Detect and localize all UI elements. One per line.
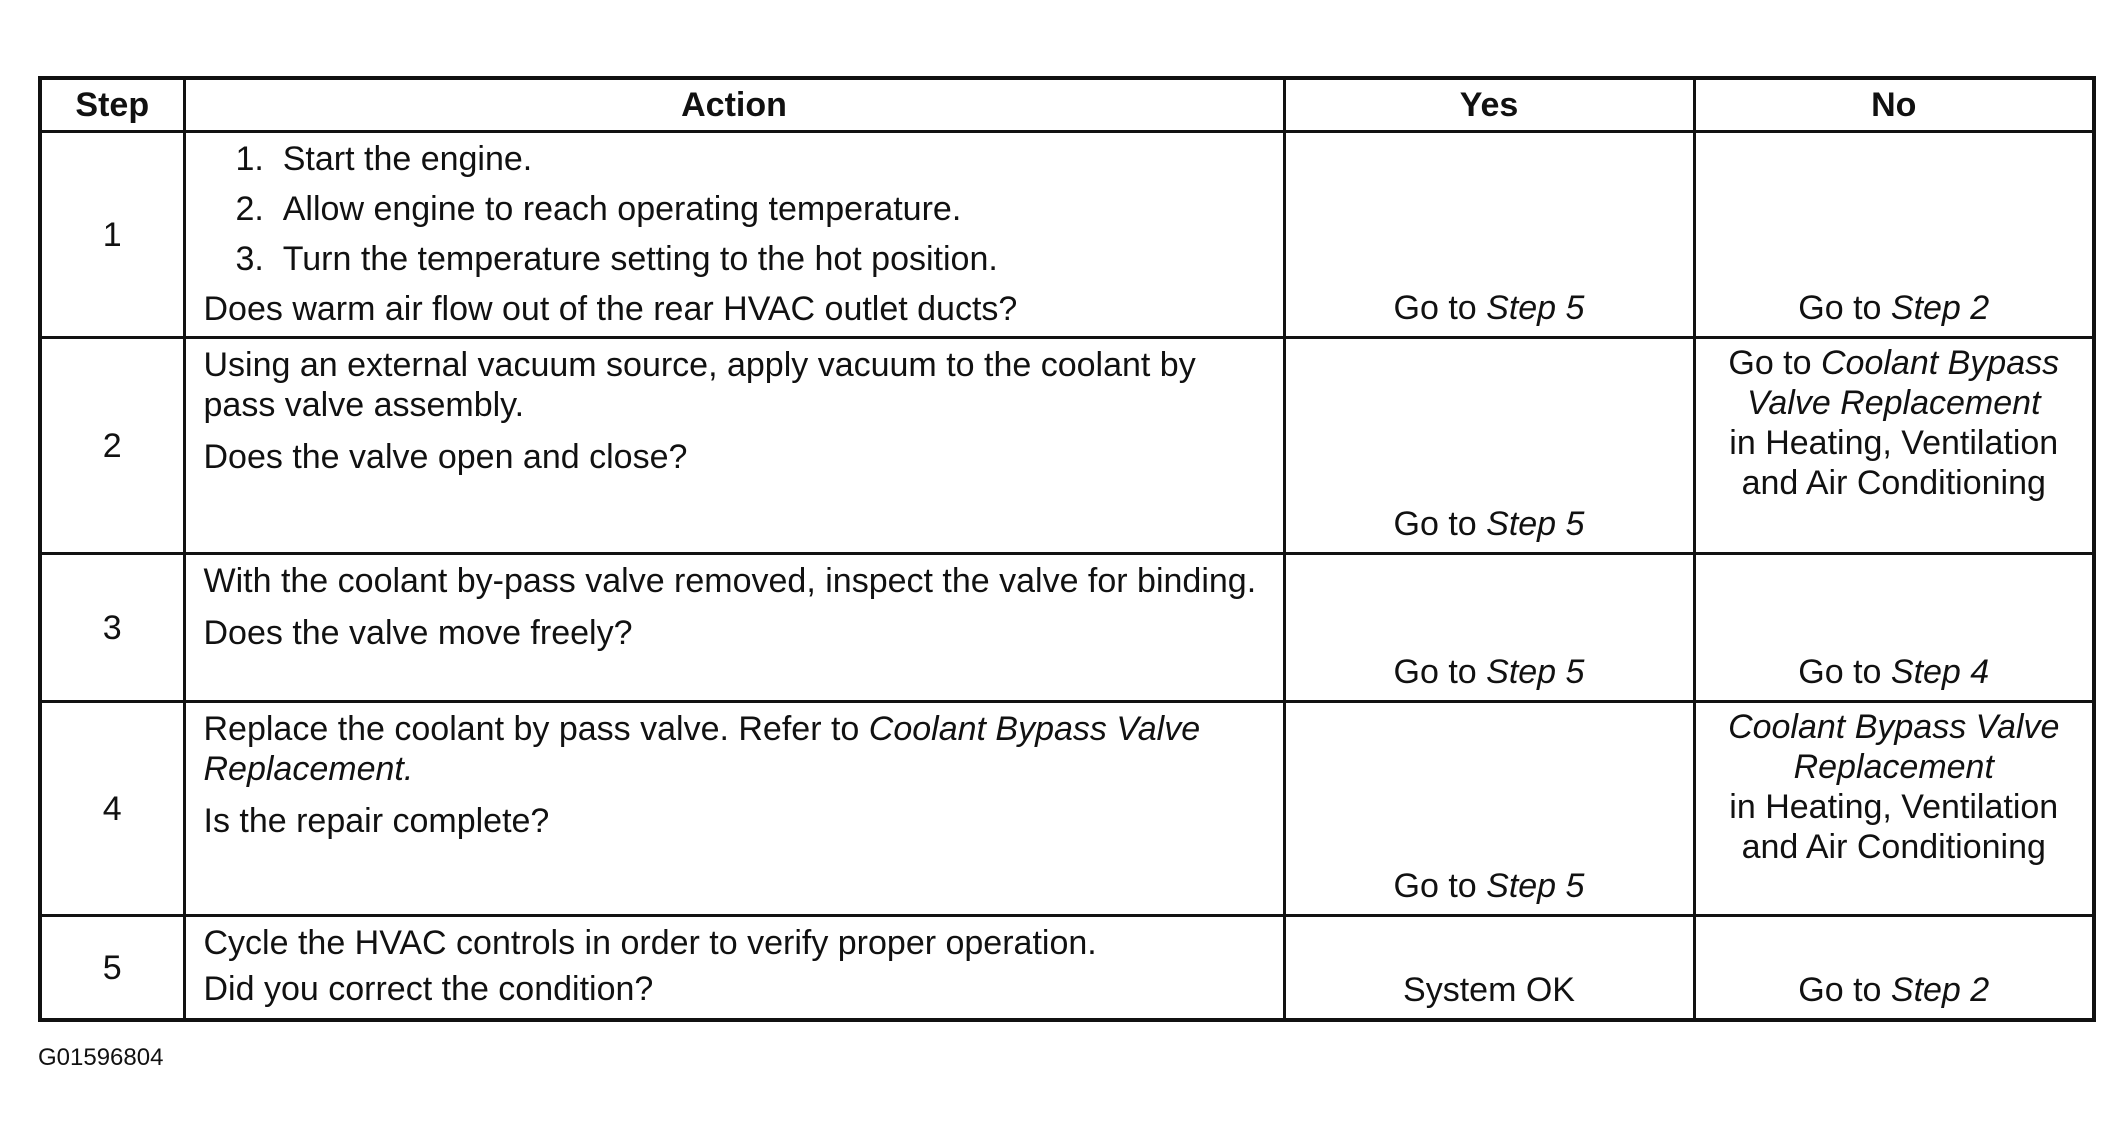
step-number: 4 xyxy=(40,702,184,916)
action-list-item: 2. Allow engine to reach operating temperature. xyxy=(235,190,962,228)
action-question: Does warm air flow out of the rear HVAC outlet ducts? xyxy=(203,290,1018,328)
no-cell xyxy=(1694,702,2094,916)
yes-prefix: Go to xyxy=(1393,653,1487,692)
action-text: Cycle the HVAC controls in order to verify proper operation. xyxy=(203,924,1097,963)
action-list-item: 1. Start the engine. xyxy=(235,140,533,178)
no-prefix: Go to xyxy=(1798,289,1891,328)
action-question: Did you correct the condition? xyxy=(203,970,654,1009)
table-row xyxy=(40,702,2094,916)
action-text xyxy=(204,709,1273,789)
no-procedure-link[interactable]: Coolant Bypass Valve Replacement xyxy=(1728,708,2060,787)
table-row xyxy=(40,132,2094,338)
header-yes: Yes xyxy=(1284,78,1694,132)
no-cell xyxy=(1694,554,2094,702)
no-cell xyxy=(1694,916,2094,1020)
yes-cell xyxy=(1284,554,1694,702)
no-cell xyxy=(1694,132,2094,338)
step-number: 2 xyxy=(40,338,184,554)
action-list xyxy=(204,139,1273,279)
no-prefix: Go to xyxy=(1728,344,1821,383)
yes-step-link[interactable]: Step 5 xyxy=(1486,867,1585,906)
yes-cell xyxy=(1284,916,1694,1020)
yes-step-link[interactable]: Step 5 xyxy=(1486,505,1585,544)
yes-step-link[interactable]: Step 5 xyxy=(1486,653,1585,692)
header-row xyxy=(40,78,2094,132)
step-number: 5 xyxy=(40,916,184,1020)
action-cell xyxy=(184,916,1284,1020)
action-cell xyxy=(184,702,1284,916)
table-row xyxy=(40,554,2094,702)
action-cell xyxy=(184,338,1284,554)
yes-prefix: Go to xyxy=(1393,867,1487,906)
action-question: Does the valve open and close? xyxy=(203,438,688,477)
header-action: Action xyxy=(184,78,1284,132)
step-number: 1 xyxy=(40,132,184,338)
table-row xyxy=(40,338,2094,554)
yes-cell xyxy=(1284,702,1694,916)
yes-text: System OK xyxy=(1403,971,1575,1009)
no-prefix: Go to xyxy=(1798,653,1891,692)
step-number: 3 xyxy=(40,554,184,702)
yes-step-link[interactable]: Step 5 xyxy=(1486,289,1585,328)
no-suffix: in Heating, Ventilation and Air Conditioning xyxy=(1729,424,2059,503)
no-step-link[interactable]: Step 2 xyxy=(1890,289,1990,328)
action-procedure-link[interactable]: Coolant Bypass Valve Replacement. xyxy=(203,710,1201,789)
no-step-link[interactable]: Step 4 xyxy=(1890,653,1990,692)
action-text: With the coolant by-pass valve removed, inspect the valve for binding. xyxy=(203,562,1257,601)
no-suffix: in Heating, Ventilation and Air Conditioning xyxy=(1729,788,2059,867)
action-cell xyxy=(184,554,1284,702)
figure-id: G01596804 xyxy=(38,1044,164,1071)
no-procedure-link[interactable]: Coolant Bypass Valve Replacement xyxy=(1746,344,2060,423)
action-list-item: 3. Turn the temperature setting to the hot position. xyxy=(235,240,998,278)
no-cell xyxy=(1694,338,2094,554)
header-step: Step xyxy=(40,78,184,132)
diagnostic-table xyxy=(38,76,2096,1022)
action-question: Is the repair complete? xyxy=(203,802,550,841)
yes-prefix: Go to xyxy=(1393,289,1487,328)
yes-cell xyxy=(1284,132,1694,338)
action-text-plain: Replace the coolant by pass valve. Refer to xyxy=(203,710,869,749)
action-cell xyxy=(184,132,1284,338)
header-no: No xyxy=(1694,78,2094,132)
table-row xyxy=(40,916,2094,1020)
yes-prefix: Go to xyxy=(1393,505,1487,544)
yes-cell xyxy=(1284,338,1694,554)
action-text: Using an external vacuum source, apply vacuum to the coolant by pass valve assembly. xyxy=(203,346,1196,425)
no-prefix: Go to xyxy=(1798,971,1891,1009)
no-step-link[interactable]: Step 2 xyxy=(1890,971,1990,1009)
action-question: Does the valve move freely? xyxy=(203,614,633,653)
